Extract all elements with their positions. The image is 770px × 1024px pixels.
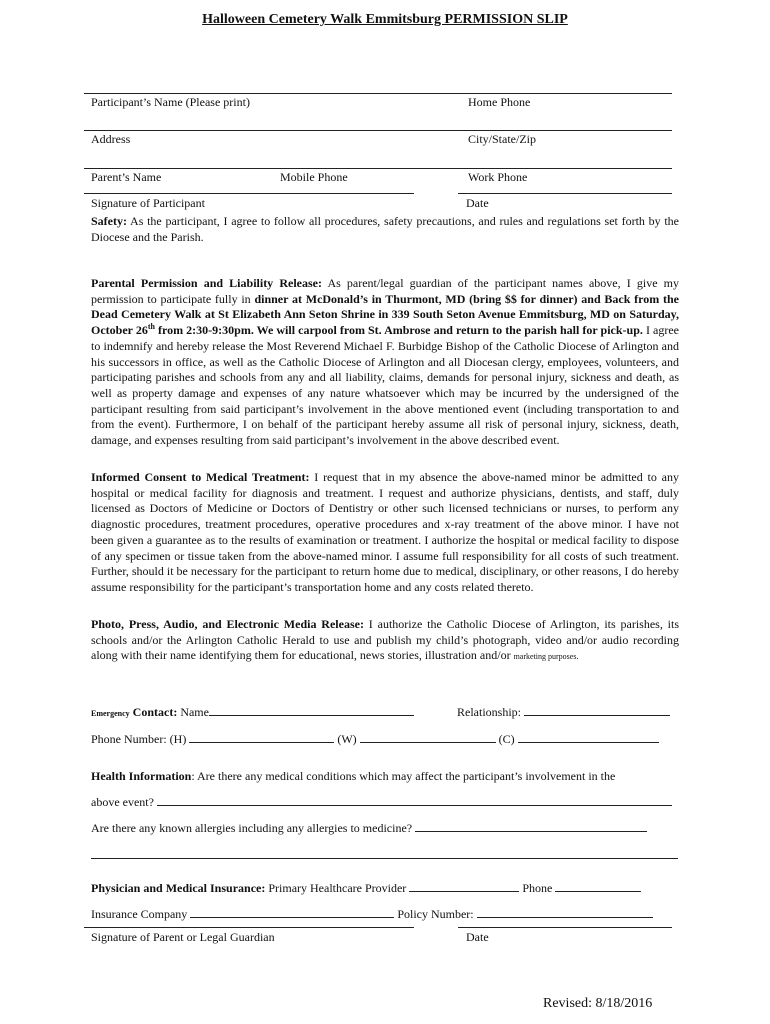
parental-heading: Parental Permission and Liability Release:	[91, 276, 322, 290]
phone-c-field[interactable]	[518, 731, 659, 743]
phone-c-label: (C)	[495, 732, 518, 746]
guardian-signature-line[interactable]	[84, 927, 414, 928]
parental-text: As parent/legal guardian of the participant names above, I give my permission to participate fully in	[91, 276, 679, 306]
guardian-date-label: Date	[466, 930, 489, 944]
health-row	[91, 769, 615, 785]
event-times: from 2:30-9:30pm. We will carpool from St. Ambrose and return to the parish hall for pick-up.	[154, 323, 643, 338]
policy-field[interactable]	[477, 906, 653, 918]
safety-paragraph	[91, 214, 679, 245]
parental-paragraph	[91, 276, 679, 449]
above-event-label: above event?	[91, 795, 157, 809]
revised-date: Revised: 8/18/2016	[543, 996, 653, 1011]
mobile-phone-label: Mobile Phone	[280, 170, 348, 184]
allergies-field[interactable]	[415, 820, 647, 832]
media-small-text: marketing purposes.	[513, 652, 579, 662]
guardian-date-line[interactable]	[458, 927, 672, 928]
date-label: Date	[466, 196, 489, 210]
guardian-signature-label: Signature of Parent or Legal Guardian	[91, 930, 275, 944]
physician-heading: Physician and Medical Insurance:	[91, 881, 266, 895]
page-title: Halloween Cemetery Walk Emmitsburg PERMISSION SLIP	[202, 12, 568, 27]
safety-heading: Safety:	[91, 214, 127, 228]
parents-name-label: Parent’s Name	[91, 170, 162, 184]
provider-phone-field[interactable]	[555, 880, 641, 892]
media-heading: Photo, Press, Audio, and Electronic Media Release:	[91, 617, 364, 631]
phone-h-field[interactable]	[189, 731, 334, 743]
allergies-row	[91, 820, 647, 837]
provider-phone-label: Phone	[519, 881, 556, 895]
emergency-name-label: Name	[177, 705, 209, 719]
allergies-line-2[interactable]	[91, 858, 678, 859]
physician-row	[91, 880, 641, 897]
emergency-small: Emergency	[91, 709, 130, 718]
ordinal-suffix: th	[147, 322, 155, 332]
allergies-label: Are there any known allergies including any allergies to medicine?	[91, 821, 416, 835]
divider	[84, 93, 672, 94]
medical-paragraph	[91, 470, 679, 596]
emergency-name-field[interactable]	[209, 704, 414, 716]
phone-w-field[interactable]	[360, 731, 496, 743]
divider	[84, 168, 672, 169]
insurance-field[interactable]	[190, 906, 394, 918]
home-phone-label: Home Phone	[468, 95, 531, 109]
health-text: : Are there any medical conditions which may affect the participant’s involvement in the	[191, 769, 616, 783]
medical-heading: Informed Consent to Medical Treatment:	[91, 470, 310, 484]
media-paragraph	[91, 617, 679, 665]
work-phone-label: Work Phone	[468, 170, 528, 184]
divider	[84, 130, 672, 131]
release-text: I agree to indemnify and hereby release the Most Reverend Michael F. Burbidge Bishop of the Catholic Diocese of Arlington and his successors in office, as well as the Catholic Diocese of Arlington and all Diocesan clergy, employees, volunteers, and participating parishes and schools from any and all liability, claims, demands for personal injury, sickness and death, as well as property damage and expenses of any nature whatsoever which may be incurred by the undersigned of the participant resulting from said participant’s involvement in the above mentioned event (including transportation to and from the event). Furthermore, I on behalf of the participant hereby assume all risk of personal injury, sickness, death, damage, and expenses resulting from said participant’s involvement in the above described event.	[91, 323, 679, 448]
phone-row	[91, 731, 659, 748]
provider-label: Primary Healthcare Provider	[265, 881, 410, 895]
insurance-row	[91, 906, 653, 923]
phone-h-label: Phone Number: (H)	[91, 732, 190, 746]
provider-field[interactable]	[409, 880, 519, 892]
medical-conditions-field[interactable]	[157, 794, 672, 806]
city-state-zip-label: City/State/Zip	[468, 132, 536, 146]
emergency-contact-row	[91, 704, 414, 722]
media-text: I authorize the Catholic Diocese of Arlington, its parishes, its schools and/or the Arlington Catholic Herald to use and publish my child’s photograph, video and/or audio recording along with their name identifying them for educational, news stories, illustration and/or	[91, 617, 680, 663]
safety-text: As the participant, I agree to follow all procedures, safety precautions, and rules and regulations set forth by the Diocese and the Parish.	[91, 214, 679, 244]
medical-text: I request that in my absence the above-named minor be admitted to any hospital or medical facility for diagnosis and treatment. I request and authorize physicians, dentists, and staff, duly licensed as Doctors of Medicine or Doctors of Dentistry or other such licensed technicians or nurses, to perform any diagnostic procedures, treatment procedures, operative procedures and x-ray treatment of the above minor. I have not been given a guarantee as to the results of examination or treatment. I authorize the hospital or medical facility to dispose of any specimen or tissue taken from the above-named minor. I assume full responsibility for all costs of such treatment. Further, should it be necessary for the participant to return home due to medical, disciplinary, or other reasons, I do hereby assume responsibility for the participant’s transportation home and any costs related thereto.	[91, 470, 680, 594]
date-line	[458, 193, 672, 194]
event-details: dinner at McDonald’s in Thurmont, MD (bring $$ for dinner) and Back from the Dead Cemetery Walk at St Elizabeth Ann Seton Shrine in 339 South Seton Avenue Emmitsburg, MD on Saturday, October 26	[91, 291, 679, 338]
relationship-label: Relationship:	[457, 705, 524, 719]
address-label: Address	[91, 132, 131, 146]
phone-w-label: (W)	[334, 732, 360, 746]
signature-line	[84, 193, 414, 194]
policy-label: Policy Number:	[394, 907, 477, 921]
relationship-row	[457, 704, 670, 721]
participant-name-label: Participant’s Name (Please print)	[91, 95, 250, 109]
health-row-2	[91, 794, 672, 811]
signature-participant-label: Signature of Participant	[91, 196, 205, 210]
health-heading: Health Information	[91, 769, 192, 783]
relationship-field[interactable]	[524, 704, 670, 716]
emergency-heading: Contact:	[129, 705, 178, 719]
insurance-label: Insurance Company	[91, 907, 191, 921]
